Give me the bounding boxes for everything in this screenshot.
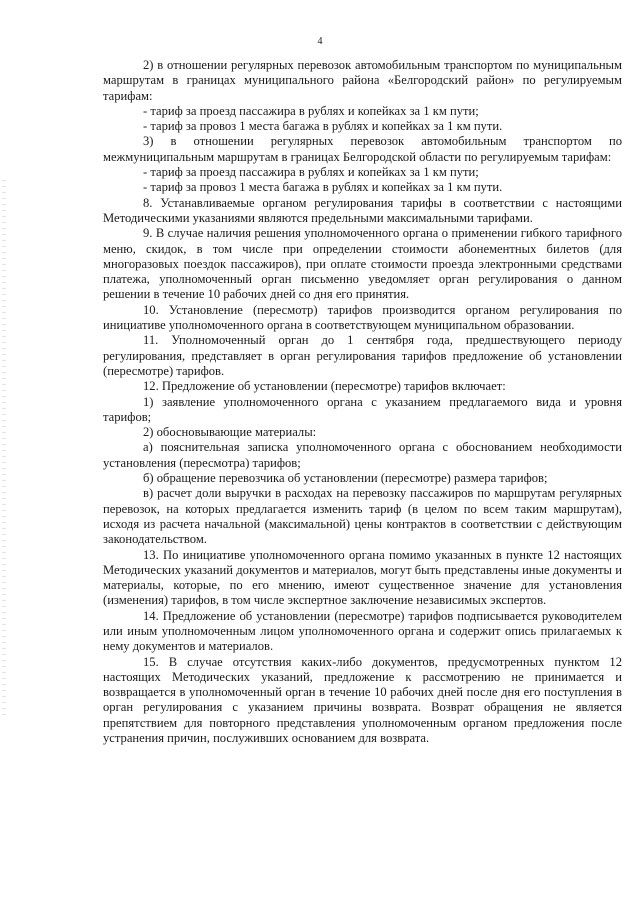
paragraph: 13. По инициативе уполномоченного органа помимо указанных в пункте 12 настоящих Методических указаний документов и материалов, могут быть представлены иные документы и материалы, которые, по его мнению, имеют существенное значение для установления (изменения) тарифов, в том числе экспертное заключение независимых экспертов. [103, 547, 622, 608]
paragraph: 2) обосновывающие материалы: [143, 425, 317, 440]
paragraph: а) пояснительная записка уполномоченного органа с обоснованием необходимости установления (пересмотра) тарифов; [103, 440, 622, 470]
paragraph: 9. В случае наличия решения уполномоченного органа о применении гибкого тарифного меню, скидок, в том числе при определении стоимости абонементных билетов (для многоразовых поездок пассажиров), при оплате стоимости проезда электронными средствами платежа, уполномоченный орган письменно уведомляет орган регулирования о данном решении в течение 10 рабочих дней со дня его принятия. [103, 226, 622, 302]
paragraph: 15. В случае отсутствия каких-либо документов, предусмотренных пунктом 12 настоящих Методических указаний, предложение к рассмотрению не принимается и возвращается в уполномоченный орган в течение 10 рабочих дней после дня его поступления в орган регулирования с указанием причины возврата. Возврат обращения не является препятствием для повторного представления уполномоченным органом предложения после устранения причин, послуживших основанием для возврата. [103, 654, 622, 746]
paragraph: 3) в отношении регулярных перевозок автомобильным транспортом по межмуниципальным маршрутам в границах Белгородской области по регулируемым тарифам: [103, 134, 622, 164]
paragraph: б) обращение перевозчика об установлении (пересмотре) размера тарифов; [143, 471, 548, 486]
list-item: - тариф за провоз 1 места багажа в рублях и копейках за 1 км пути. [143, 119, 503, 134]
document-body [103, 58, 622, 746]
paragraph: 1) заявление уполномоченного органа с указанием предлагаемого вида и уровня тарифов; [103, 394, 622, 424]
paragraph: 14. Предложение об установлении (пересмотре) тарифов подписывается руководителем или иным уполномоченным лицом уполномоченного органа и содержит опись прилагаемых к нему документов и материалов. [103, 608, 622, 654]
paragraph: 2) в отношении регулярных перевозок автомобильным транспортом по муниципальным маршрутам в границах муниципального района «Белгородский район» по регулируемым тарифам: [103, 58, 622, 103]
page-number: 4 [317, 36, 323, 47]
list-item: - тариф за провоз 1 места багажа в рублях и копейках за 1 км пути. [143, 180, 503, 195]
paragraph: 8. Устанавливаемые органом регулирования тарифы в соответствии с настоящими Методическими указаниями являются предельными максимальными тарифами. [103, 195, 622, 225]
paragraph: в) расчет доли выручки в расходах на перевозку пассажиров по маршрутам регулярных перевозок, на которых предлагается изменить тариф (в целом по всем таким маршрутам), исходя из расчета начальной (максимальной) цены контрактов в соответствии с действующим законодательством. [103, 486, 622, 547]
paragraph: 12. Предложение об установлении (пересмотре) тарифов включает: [143, 379, 506, 394]
list-item: - тариф за проезд пассажира в рублях и копейках за 1 км пути; [143, 165, 479, 180]
list-item: - тариф за проезд пассажира в рублях и копейках за 1 км пути; [143, 103, 479, 118]
paragraph: 11. Уполномоченный орган до 1 сентября года, предшествующего периоду регулирования, представляет в орган регулирования тарифов предложение об установлении (пересмотре) тарифов. [103, 333, 622, 378]
paragraph: 10. Установление (пересмотр) тарифов производится органом регулирования по инициативе уполномоченного органа в соответствующем муниципальном образовании. [103, 302, 622, 333]
scan-edge-artifact [2, 180, 6, 720]
